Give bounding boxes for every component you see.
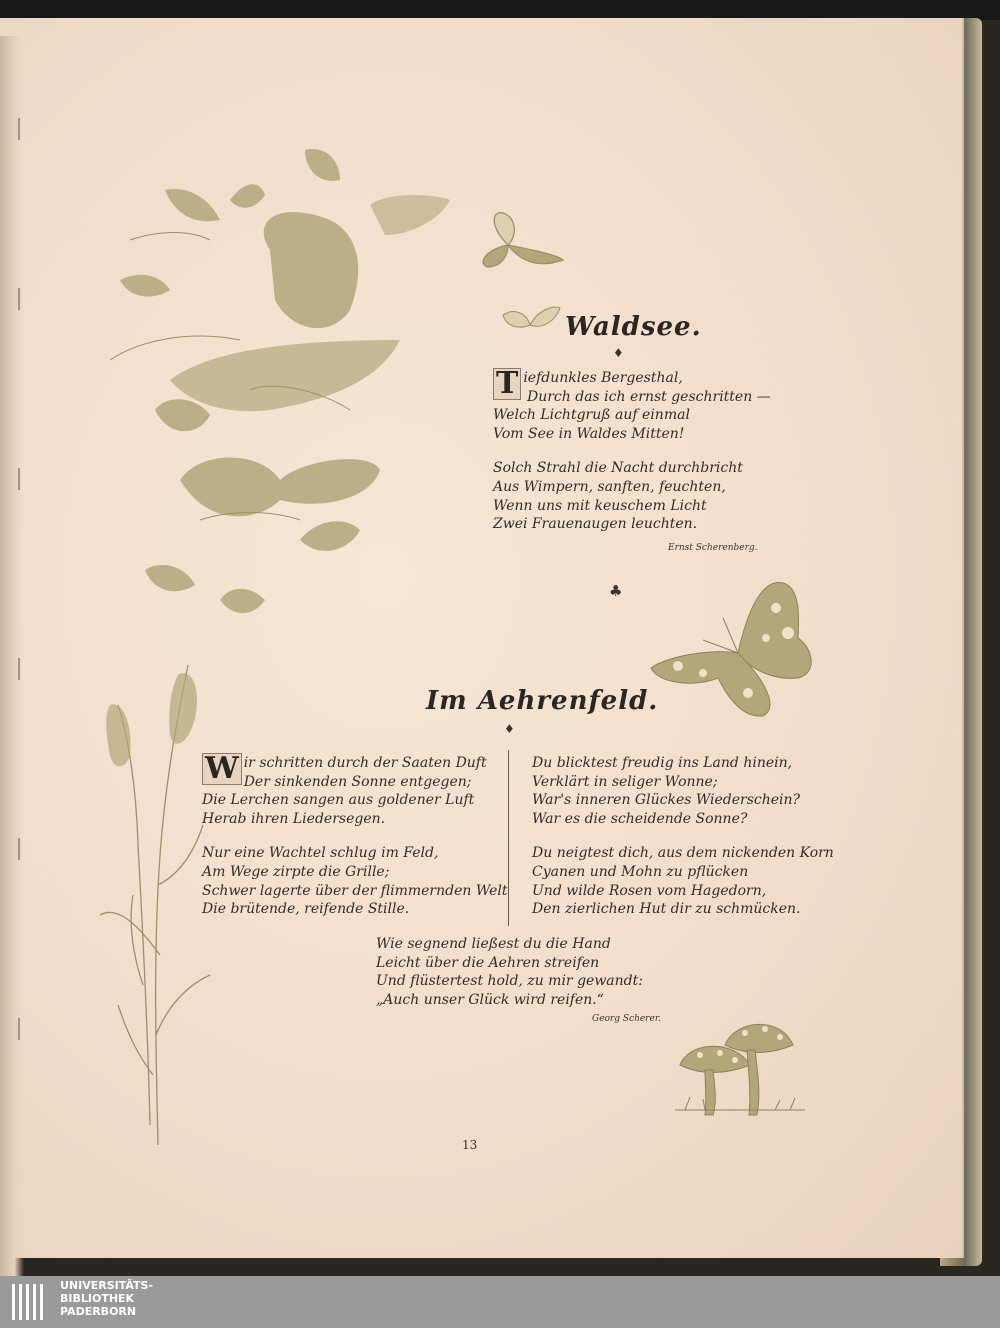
- binding-stitch: [18, 118, 20, 140]
- butterfly-small-illustration: [478, 205, 568, 285]
- ornament-icon: ♦: [504, 722, 515, 736]
- verse-line: Du neigtest dich, aus dem nickenden Korn: [532, 845, 834, 862]
- binding-stitch: [18, 838, 20, 860]
- library-footer: [0, 1276, 1000, 1328]
- poem-body-right-column: [532, 754, 834, 919]
- verse-line: Durch das ich ernst geschritten —: [527, 388, 771, 405]
- verse-line: Nur eine Wachtel schlug im Feld,: [202, 845, 439, 862]
- verse-line: Am Wege zirpte die Grille;: [202, 863, 390, 880]
- verse-line: Du blicktest freudig ins Land hinein,: [532, 755, 793, 771]
- poem-body: [493, 366, 771, 534]
- verse-line: Aus Wimpern, sanften, feuchten,: [493, 478, 726, 495]
- verse-line: Zwei Frauenaugen leuchten.: [493, 516, 698, 533]
- verse-line: Welch Lichtgruß auf einmal: [493, 407, 690, 424]
- verse-line: ir schritten durch der Saaten Duft: [243, 755, 487, 771]
- ornament-icon: ♦: [613, 346, 624, 360]
- library-name-line: UNIVERSITÄTS-: [60, 1279, 154, 1292]
- verse-line: Und wilde Rosen vom Hagedorn,: [532, 882, 767, 899]
- library-logo-icon: [10, 1280, 54, 1324]
- drop-cap: W: [202, 753, 242, 785]
- mushrooms-illustration: [665, 1015, 815, 1135]
- butterfly-cluster-illustration: [100, 140, 460, 650]
- verse-line: War es die scheidende Sonne?: [532, 810, 748, 827]
- poem-author: Georg Scherer.: [592, 1014, 661, 1024]
- binding-gutter: [0, 36, 24, 1276]
- verse-line: Schwer lagerte über der flimmernden Welt: [202, 882, 508, 899]
- verse-line: Vom See in Waldes Mitten!: [493, 425, 685, 442]
- page-number: 13: [462, 1138, 478, 1152]
- butterfly-tiny-illustration: [498, 300, 564, 340]
- column-divider: [508, 750, 509, 926]
- verse-line: War's inneren Glückes Wiederschein?: [532, 792, 801, 809]
- verse-line: Leicht über die Aehren streifen: [376, 954, 600, 971]
- verse-line: Die Lerchen sangen aus goldener Luft: [202, 792, 475, 809]
- binding-stitch: [18, 468, 20, 490]
- poem-body-final-stanza: [376, 935, 643, 1009]
- ornament-icon: ♣: [609, 582, 623, 600]
- verse-line: Die brütende, reifende Stille.: [202, 901, 410, 918]
- library-name: [60, 1279, 153, 1318]
- binding-stitch: [18, 1018, 20, 1040]
- verse-line: Verklärt in seliger Wonne;: [532, 773, 718, 790]
- scan-top-border: [0, 0, 1000, 20]
- library-name-line: BIBLIOTHEK: [60, 1292, 135, 1305]
- drop-cap: T: [493, 368, 521, 400]
- verse-line: iefdunkles Bergesthal,: [523, 370, 683, 386]
- verse-line: Herab ihren Liedersegen.: [202, 810, 386, 827]
- poem-author: Ernst Scherenberg.: [668, 543, 758, 553]
- poem-body-left-column: [202, 751, 508, 919]
- verse-line: „Auch unser Glück wird reifen.“: [376, 991, 604, 1008]
- library-name-line: PADERBORN: [60, 1305, 137, 1318]
- painted-lady-butterfly-illustration: [648, 578, 820, 722]
- verse-line: Cyanen und Mohn zu pflücken: [532, 863, 749, 880]
- verse-line: Und flüstertest hold, zu mir gewandt:: [376, 973, 643, 990]
- verse-line: Solch Strahl die Nacht durchbricht: [493, 460, 743, 477]
- binding-stitch: [18, 658, 20, 680]
- binding-stitch: [18, 288, 20, 310]
- poem-title: Waldsee.: [565, 312, 702, 342]
- verse-line: Wenn uns mit keuschem Licht: [493, 497, 707, 514]
- verse-line: Der sinkenden Sonne entgegen;: [243, 773, 472, 790]
- wheat-stalk-illustration: [98, 655, 213, 1150]
- poem-title: Im Aehrenfeld.: [426, 686, 659, 716]
- verse-line: Den zierlichen Hut dir zu schmücken.: [532, 901, 801, 918]
- verse-line: Wie segnend ließest du die Hand: [376, 936, 611, 952]
